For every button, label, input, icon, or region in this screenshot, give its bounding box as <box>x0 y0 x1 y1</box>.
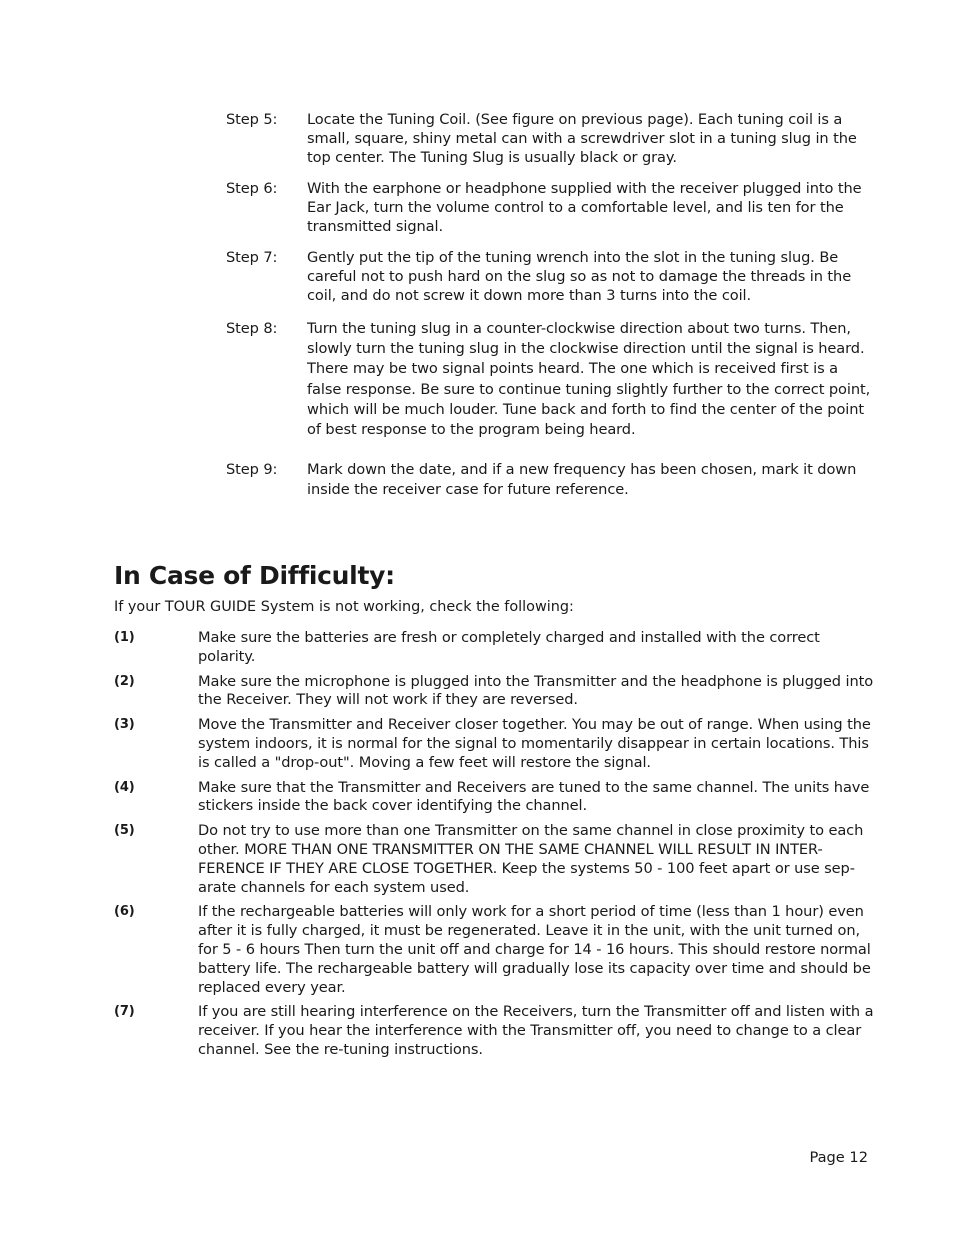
item-number: (4) <box>114 779 135 795</box>
step-item <box>226 179 876 236</box>
list-item <box>114 903 874 997</box>
item-number: (7) <box>114 1004 135 1020</box>
list-item <box>114 629 874 667</box>
step-text: Locate the Tuning Coil. (See figure on previous page). Each tuning coil is a small, square, shiny metal can with a screwdriver slot in a tuning slug in the top center. The Tuning Slug is usually black or gray. <box>307 111 857 166</box>
step-text: Mark down the date, and if a new frequency has been chosen, mark it down inside the receiver case for future reference. <box>307 461 857 499</box>
item-number: (1) <box>114 630 135 645</box>
list-item <box>114 822 874 897</box>
section-heading: In Case of Difficulty: <box>114 561 395 590</box>
step-label: Step 6: <box>226 180 278 197</box>
step-text: Gently put the tip of the tuning wrench into the slot in the tuning slug. Be careful not to push hard on the slug so as not to damage the threads in the coil, and do not screw it down more than 3 turns into the coil. <box>307 249 852 304</box>
step-item <box>226 110 876 167</box>
step-text: Turn the tuning slug in a counter-clockwise direction about two turns. Then, slowly turn the tuning slug in the clockwise direction until the signal is heard. There may be two signal points heard. The one which is received first is a false response. Be sure to continue tuning slightly further to the correct point, which will be much louder. Tune back and forth to find the center of the point of best response to the program being heard. <box>307 320 871 439</box>
section-intro: If your TOUR GUIDE System is not working, check the following: <box>114 599 574 615</box>
item-text: Move the Transmitter and Receiver closer together. You may be out of range. When using the system indoors, it is normal for the signal to momentarily disappear in certain locations. This is called a "drop-out". Moving a few feet will restore the signal. <box>198 716 871 771</box>
list-item <box>114 779 874 817</box>
page-number: Page 12 <box>809 1149 868 1166</box>
tuning-steps <box>226 110 876 501</box>
item-number: (3) <box>114 717 135 733</box>
step-item <box>226 319 876 440</box>
step-text: With the earphone or headphone supplied with the receiver plugged into the Ear Jack, turn the volume control to a comfortable level, and lis ten for the transmitted signal. <box>307 180 862 235</box>
item-text: If the rechargeable batteries will only work for a short period of time (less than 1 hour) even after it is fully charged, it must be regenerated. Leave it in the unit, with the unit turned on, for 5 - 6 hours Then turn the unit off and charge for 14 - 16 hours. This should restore normal battery life. The rechargeable battery will gradually lose its capacity over time and should be replaced every year. <box>198 903 871 996</box>
item-text: If you are still hearing interference on the Receivers, turn the Transmitter off and listen with a receiver. If you hear the interference with the Transmitter off, you need to change to a clear channel. See the re-tuning instructions. <box>198 1003 874 1058</box>
list-item <box>114 716 874 772</box>
step-item <box>226 248 876 305</box>
step-label: Step 7: <box>226 249 278 266</box>
list-item <box>114 1003 874 1059</box>
step-item <box>226 460 876 500</box>
item-number: (6) <box>114 904 135 920</box>
item-text: Do not try to use more than one Transmitter on the same channel in close proximity to each other. MORE THAN ONE TRANSMITTER ON THE SAME CHANNEL WILL RESULT IN INTER-FERENCE IF THEY ARE CLOSE TOGETHER. Keep the systems 50 - 100 feet apart or use sep-arate channels for each system used. <box>198 822 864 896</box>
step-label: Step 8: <box>226 320 278 337</box>
item-text: Make sure that the Transmitter and Receivers are tuned to the same channel. The units have stickers inside the back cover identifying the channel. <box>198 778 870 815</box>
list-item <box>114 673 874 711</box>
item-number: (5) <box>114 823 135 839</box>
step-label: Step 9: <box>226 461 278 479</box>
item-number: (2) <box>114 673 135 689</box>
item-text: Make sure the batteries are fresh or completely charged and installed with the correct polarity. <box>198 629 820 665</box>
troubleshooting-list <box>114 629 874 1060</box>
step-label: Step 5: <box>226 111 278 128</box>
item-text: Make sure the microphone is plugged into the Transmitter and the headphone is plugged into the Receiver. They will not work if they are reversed. <box>198 672 874 709</box>
